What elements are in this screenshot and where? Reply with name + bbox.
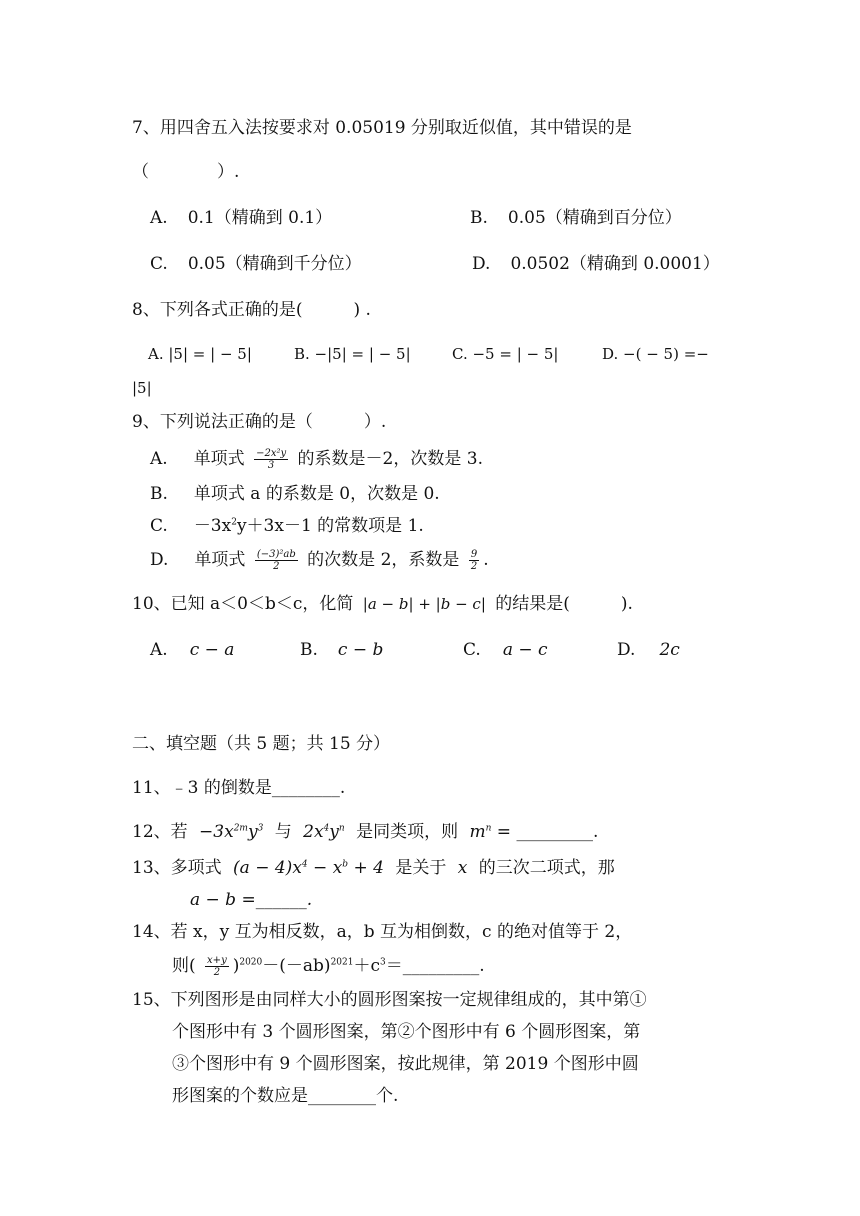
q7-a-label: A.: [150, 208, 168, 228]
q10-b-label: B.: [300, 640, 318, 660]
q13-sup1: 4: [301, 859, 308, 870]
q8-option-b: B. −|5| = | − 5|: [294, 345, 411, 363]
q9-d-den: 2: [273, 561, 280, 572]
q13-pre: 13、多项式: [132, 858, 222, 878]
q8-option-d-cont: |5|: [132, 379, 152, 397]
q9-a-fraction: [254, 448, 288, 471]
q9-d-fraction2: [469, 549, 479, 572]
q10-a-text: c − a: [189, 640, 235, 660]
q7-option-a: [150, 206, 332, 230]
q7-c-text: 0.05（精确到千分位）: [187, 254, 362, 274]
q9-a-post: 的系数是－2，次数是 3.: [297, 449, 483, 469]
q9-a-pre: 单项式: [193, 449, 245, 469]
q12-term1: [199, 822, 263, 842]
q13-sup2: b: [342, 859, 349, 870]
q10-b-text: c − b: [337, 640, 384, 660]
q14-sup2: 2021: [330, 957, 354, 968]
q12-t1-sup2: 3: [257, 823, 264, 834]
q7-paren: （ ）.: [132, 162, 240, 182]
q13-expr-c: + 4: [348, 858, 384, 878]
q7-option-d: [472, 252, 720, 276]
q10-option-c: [463, 638, 548, 662]
q8-option-a: A. |5| = | − 5|: [148, 345, 252, 363]
q12-term3: [469, 822, 491, 842]
q7-d-text: 0.0502（精确到 0.0001）: [510, 254, 720, 274]
q13-mid: 是关于: [395, 858, 447, 878]
q14-p4: ＝_________.: [385, 956, 485, 976]
q13-line2: a − b =______.: [190, 890, 313, 910]
q13-expr-a: (a − 4)x: [233, 858, 302, 878]
q7-option-b: [470, 206, 682, 230]
q7-stem: 7、用四舍五入法按要求对 0.05019 分别取近似值，其中错误的是: [132, 118, 632, 138]
q12-t3-base: m: [469, 822, 486, 842]
q9-c-pre: －3x: [193, 516, 232, 536]
q12-t1-sup: 2m: [233, 823, 248, 834]
q15-line2: 个图形中有 3 个圆形图案，第②个图形中有 6 个圆形图案，第: [172, 1022, 641, 1042]
q12-t1-base: −3x: [199, 822, 234, 842]
q13-expr: [233, 858, 384, 878]
q13-expr-b: − x: [307, 858, 343, 878]
q9-c-sup: 2: [231, 517, 237, 528]
q14-p1: ): [232, 956, 240, 976]
q9-b-label: B.: [150, 484, 168, 504]
q9-d-den2: 2: [470, 561, 478, 572]
q9-d-num2: 9: [470, 549, 478, 560]
q9-option-a: [150, 447, 483, 471]
q14-p2: －(－ab): [262, 956, 331, 976]
q9-d-mid: 的次数是 2，系数是: [307, 550, 460, 570]
q13-var: x: [457, 858, 468, 878]
q12-t1-b: y: [247, 822, 258, 842]
q14-num: x+y: [207, 955, 227, 966]
section-2-title: 二、填空题（共 5 题；共 15 分）: [132, 734, 391, 754]
q9-b-text: 单项式 a 的系数是 0，次数是 0.: [193, 484, 440, 504]
q9-option-d: [150, 548, 489, 572]
q10-stem: [132, 592, 633, 616]
q7-b-label: B.: [470, 208, 488, 228]
q9-d-label: D.: [150, 550, 169, 570]
q10-option-a: [150, 638, 234, 662]
q13-post: 的三次二项式，那: [478, 858, 615, 878]
q14-pre: 则(: [172, 956, 196, 976]
q15-line1: 15、下列图形是由同样大小的圆形图案按一定规律组成的，其中第①: [132, 990, 647, 1010]
q8-option-d: D. −( − 5) =−: [602, 345, 709, 363]
q7-b-text: 0.05（精确到百分位）: [507, 208, 682, 228]
q12-mid: 与: [274, 822, 292, 842]
q10-d-text: 2c: [659, 640, 680, 660]
q11-text: 11、﹣3 的倒数是________.: [132, 778, 346, 798]
q10-d-label: D.: [617, 640, 636, 660]
q10-c-text: a − c: [502, 640, 548, 660]
q15-line3: ③个图形中有 9 个圆形图案，按此规律，第 2019 个图形中圆: [172, 1054, 639, 1074]
q9-a-den: 3: [267, 460, 275, 471]
q14-sup3: 3: [380, 957, 386, 968]
q14-line1: 14、若 x，y 互为相反数，a，b 互为相倒数，c 的绝对值等于 2，: [132, 922, 633, 942]
q14-line2: [172, 954, 485, 978]
q12-t2-sup2: n: [338, 823, 345, 834]
q12-term2: [303, 822, 345, 842]
q9-c-post: y＋3x－1 的常数项是 1.: [236, 516, 424, 536]
q15-line4: 形图案的个数应是________个.: [172, 1086, 399, 1106]
q7-d-label: D.: [472, 254, 491, 274]
q14-fraction: [205, 955, 229, 978]
q12-t2-b: y: [329, 822, 339, 842]
q9-d-fraction: [255, 549, 298, 572]
q12-answer-blank: = _________.: [491, 822, 599, 842]
q8-stem: 8、下列各式正确的是( ) .: [132, 300, 371, 320]
q10-stem-pre: 10、已知 a＜0＜b＜c，化简: [132, 594, 354, 614]
q9-a-label: A.: [150, 449, 168, 469]
q9-option-b: [150, 482, 440, 506]
q10-expr: |a − b| + |b − c|: [362, 595, 486, 613]
q7-a-text: 0.1（精确到 0.1）: [187, 208, 333, 228]
q9-c-label: C.: [150, 516, 168, 536]
q12-t3-sup: n: [485, 823, 492, 834]
q7-option-c: [150, 252, 362, 276]
q12-t2-base: 2x: [303, 822, 324, 842]
q14-p3: ＋c: [353, 956, 380, 976]
q9-option-c: [150, 514, 424, 538]
q8-option-c: C. −5 = | − 5|: [452, 345, 559, 363]
q10-option-b: [300, 638, 383, 662]
q12-post: 是同类项，则: [356, 822, 459, 842]
q12-t2-sup: 4: [323, 823, 330, 834]
q13-line1: [132, 856, 615, 880]
q7-c-label: C.: [150, 254, 168, 274]
q14-sup1: 2020: [239, 957, 263, 968]
q10-stem-post: 的结果是( ).: [495, 594, 633, 614]
q9-d-pre: 单项式: [194, 550, 246, 570]
q12-line: [132, 820, 598, 844]
q9-a-num: −2x²y: [256, 448, 287, 459]
q9-d-end: .: [483, 550, 489, 570]
q10-c-label: C.: [463, 640, 481, 660]
q9-d-num: (−3)²ab: [256, 549, 296, 560]
q12-pre: 12、若: [132, 822, 188, 842]
q10-option-d: [617, 638, 680, 662]
q10-a-label: A.: [150, 640, 168, 660]
q9-stem: 9、下列说法正确的是（ ）.: [132, 412, 387, 432]
q14-den: 2: [213, 967, 221, 978]
